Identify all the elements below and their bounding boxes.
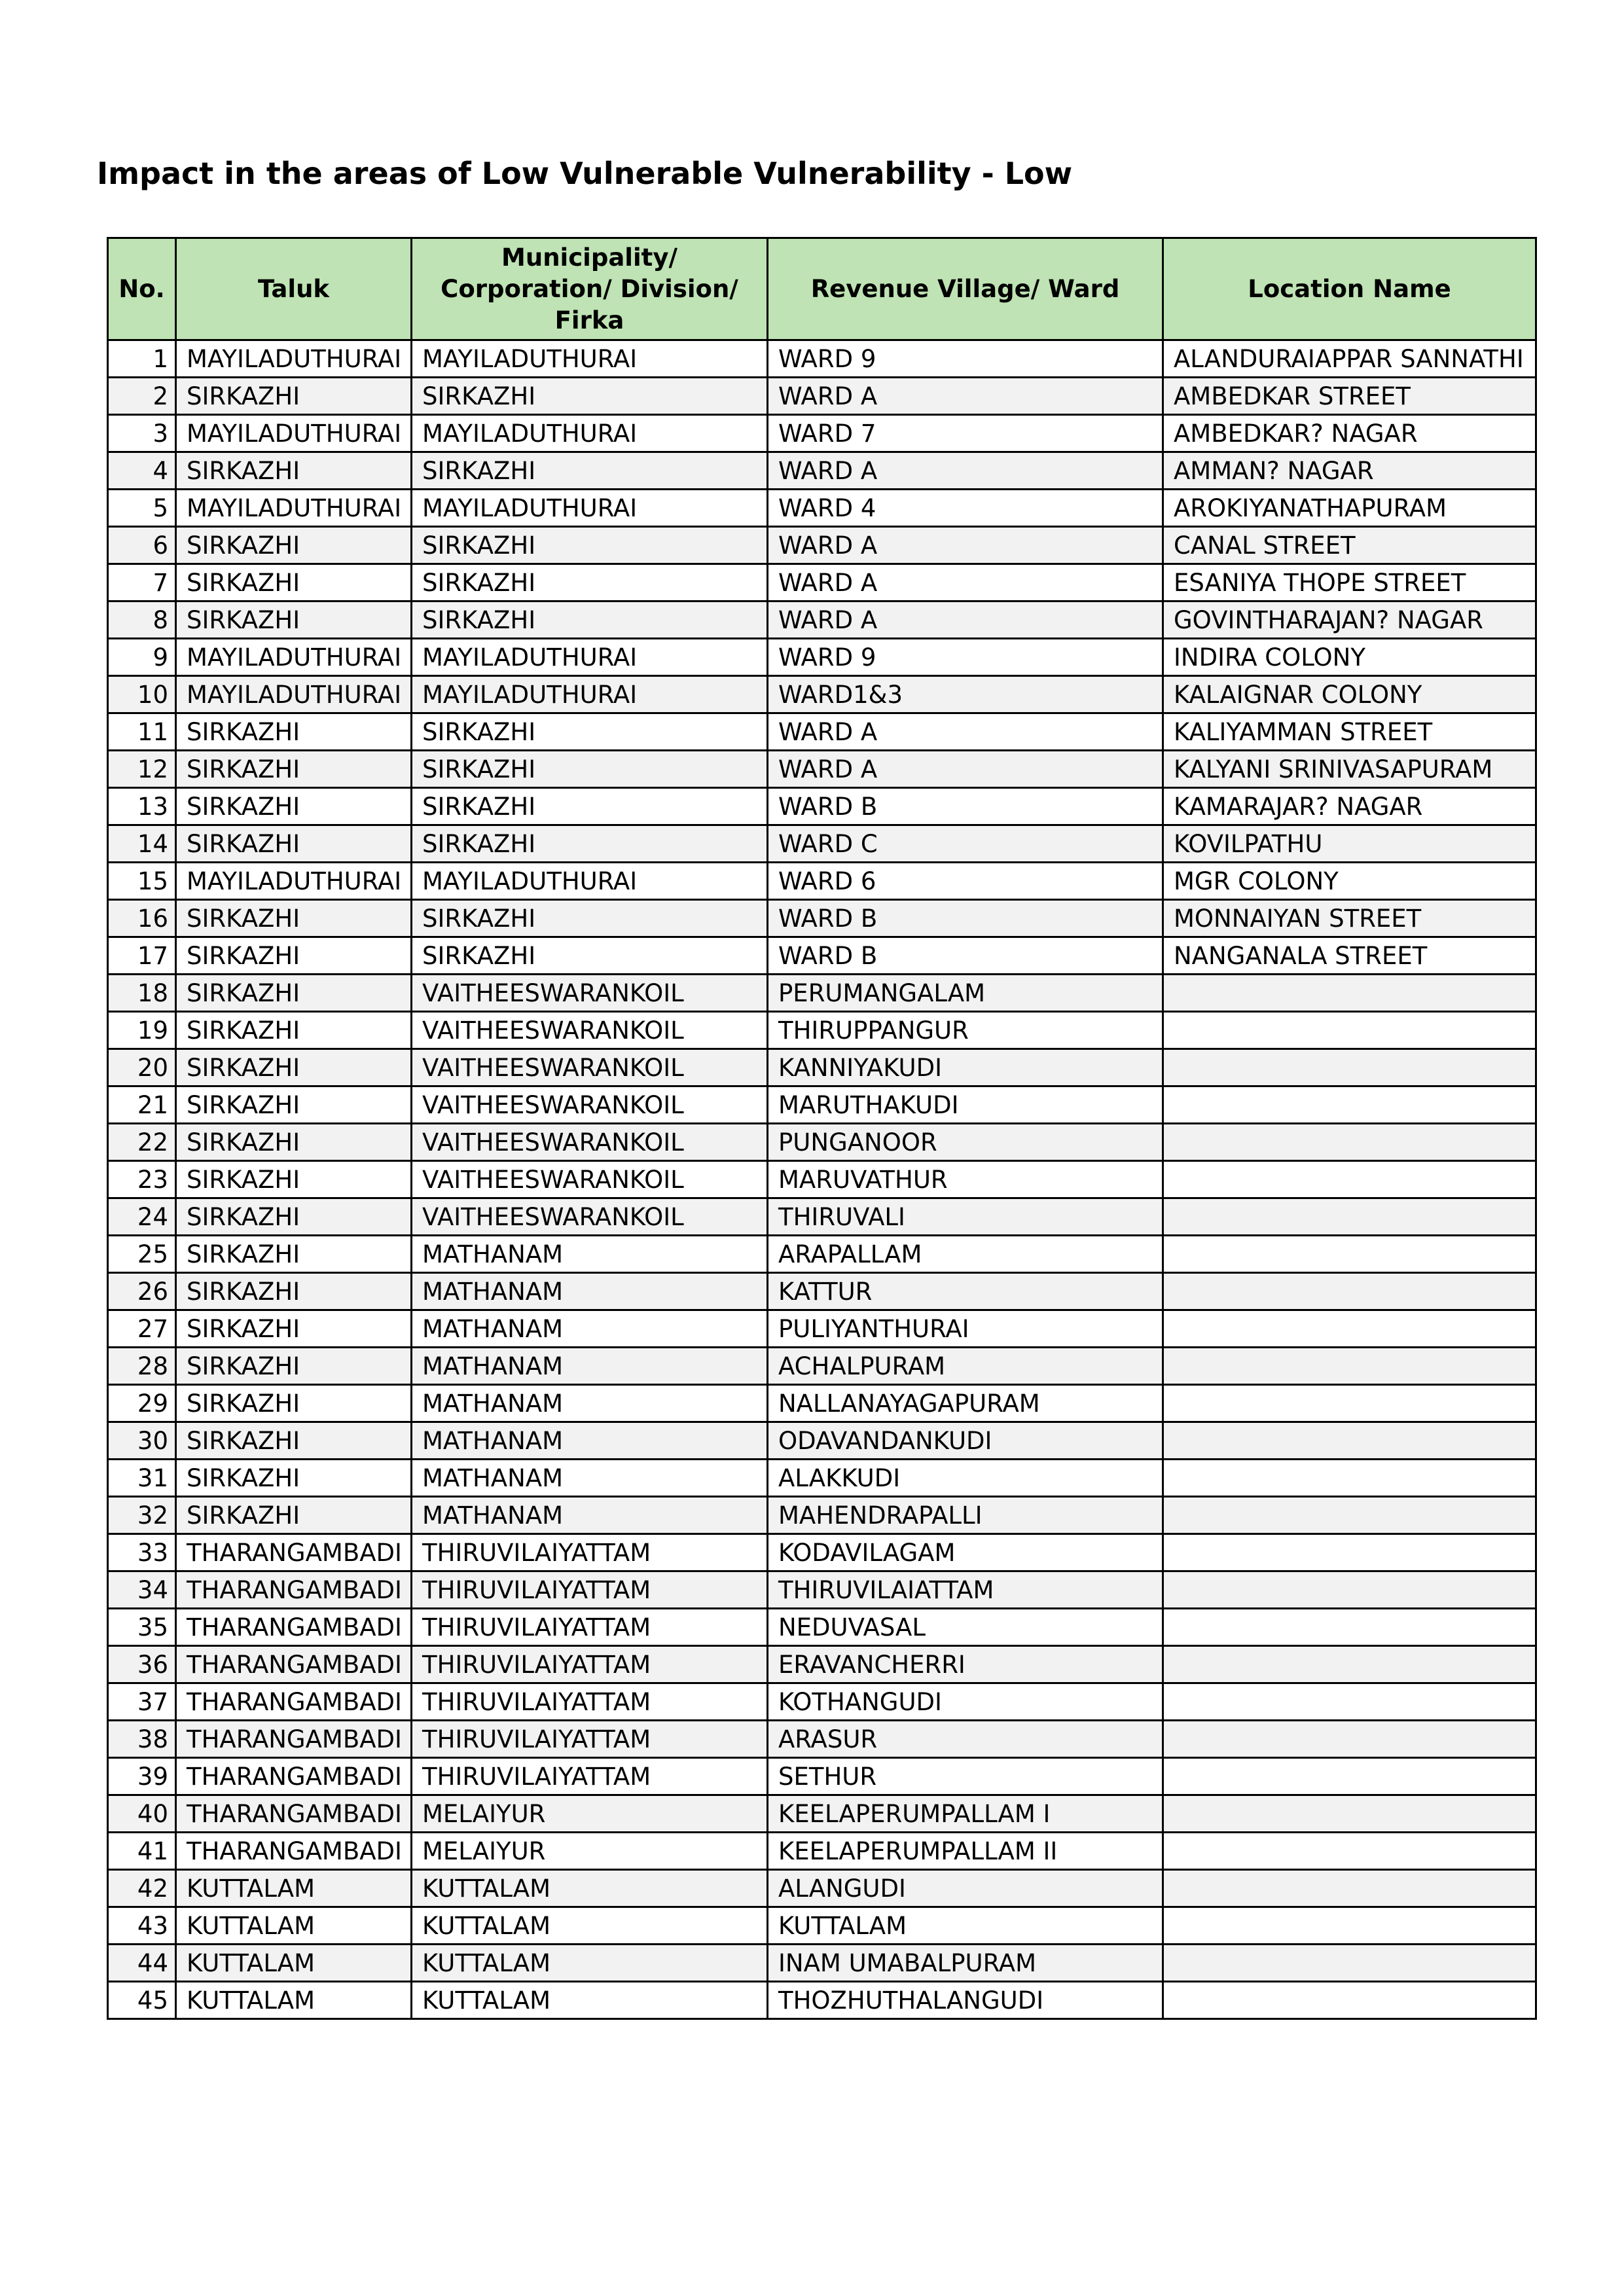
cell-municipality: VAITHEESWARANKOIL	[412, 1012, 768, 1049]
cell-no: 20	[108, 1049, 176, 1086]
cell-location-name	[1163, 1310, 1536, 1348]
cell-no: 18	[108, 975, 176, 1012]
cell-location-name	[1163, 1609, 1536, 1646]
table-row	[108, 378, 1536, 415]
cell-no: 8	[108, 601, 176, 639]
cell-municipality: MATHANAM	[412, 1273, 768, 1310]
cell-no: 39	[108, 1758, 176, 1795]
table-row	[108, 452, 1536, 490]
cell-revenue-village: MAHENDRAPALLI	[768, 1497, 1163, 1534]
cell-taluk: THARANGAMBADI	[176, 1833, 412, 1870]
cell-revenue-village: KANNIYAKUDI	[768, 1049, 1163, 1086]
cell-revenue-village: THIRUVALI	[768, 1198, 1163, 1236]
cell-municipality: VAITHEESWARANKOIL	[412, 975, 768, 1012]
cell-no: 14	[108, 825, 176, 863]
cell-no: 3	[108, 415, 176, 452]
table-row	[108, 1945, 1536, 1982]
cell-no: 37	[108, 1683, 176, 1721]
cell-revenue-village: WARD 4	[768, 490, 1163, 527]
table-row	[108, 1870, 1536, 1907]
cell-taluk: SIRKAZHI	[176, 378, 412, 415]
cell-location-name	[1163, 1385, 1536, 1422]
table-row	[108, 1049, 1536, 1086]
cell-no: 28	[108, 1348, 176, 1385]
cell-revenue-village: THIRUPPANGUR	[768, 1012, 1163, 1049]
cell-taluk: SIRKAZHI	[176, 1460, 412, 1497]
cell-municipality: SIRKAZHI	[412, 713, 768, 751]
cell-revenue-village: KATTUR	[768, 1273, 1163, 1310]
table-row	[108, 1571, 1536, 1609]
cell-municipality: MELAIYUR	[412, 1795, 768, 1833]
cell-no: 24	[108, 1198, 176, 1236]
table-row	[108, 1497, 1536, 1534]
table-row	[108, 1646, 1536, 1683]
cell-taluk: SIRKAZHI	[176, 1049, 412, 1086]
table-row	[108, 340, 1536, 378]
cell-no: 10	[108, 676, 176, 713]
cell-municipality: SIRKAZHI	[412, 825, 768, 863]
cell-no: 23	[108, 1161, 176, 1198]
cell-municipality: THIRUVILAIYATTAM	[412, 1758, 768, 1795]
cell-location-name	[1163, 1982, 1536, 2019]
cell-no: 31	[108, 1460, 176, 1497]
cell-location-name	[1163, 1497, 1536, 1534]
cell-no: 29	[108, 1385, 176, 1422]
cell-revenue-village: WARD A	[768, 601, 1163, 639]
cell-revenue-village: ACHALPURAM	[768, 1348, 1163, 1385]
cell-taluk: SIRKAZHI	[176, 713, 412, 751]
cell-municipality: MAYILADUTHURAI	[412, 639, 768, 676]
cell-no: 33	[108, 1534, 176, 1571]
cell-taluk: MAYILADUTHURAI	[176, 415, 412, 452]
table-row	[108, 1907, 1536, 1945]
cell-location-name: GOVINTHARAJAN? NAGAR	[1163, 601, 1536, 639]
table-row	[108, 1124, 1536, 1161]
cell-revenue-village: WARD C	[768, 825, 1163, 863]
header-row	[108, 238, 1536, 340]
table-row	[108, 937, 1536, 975]
cell-location-name	[1163, 1833, 1536, 1870]
header-taluk: Taluk	[176, 238, 412, 340]
cell-municipality: KUTTALAM	[412, 1982, 768, 2019]
cell-taluk: SIRKAZHI	[176, 1198, 412, 1236]
cell-taluk: SIRKAZHI	[176, 975, 412, 1012]
cell-location-name: AMBEDKAR? NAGAR	[1163, 415, 1536, 452]
cell-no: 19	[108, 1012, 176, 1049]
cell-location-name	[1163, 1945, 1536, 1982]
table-row	[108, 1683, 1536, 1721]
cell-taluk: THARANGAMBADI	[176, 1721, 412, 1758]
table-row	[108, 751, 1536, 788]
table-row	[108, 1086, 1536, 1124]
cell-revenue-village: WARD A	[768, 527, 1163, 564]
cell-revenue-village: MARUVATHUR	[768, 1161, 1163, 1198]
cell-location-name: CANAL STREET	[1163, 527, 1536, 564]
table-row	[108, 1198, 1536, 1236]
header-no: No.	[108, 238, 176, 340]
cell-municipality: SIRKAZHI	[412, 378, 768, 415]
cell-taluk: THARANGAMBADI	[176, 1795, 412, 1833]
cell-municipality: SIRKAZHI	[412, 900, 768, 937]
header-municipality: Municipality/ Corporation/ Division/ Firka	[412, 238, 768, 340]
cell-municipality: SIRKAZHI	[412, 527, 768, 564]
cell-municipality: KUTTALAM	[412, 1870, 768, 1907]
table-row	[108, 676, 1536, 713]
cell-no: 45	[108, 1982, 176, 2019]
cell-revenue-village: WARD A	[768, 751, 1163, 788]
table-row	[108, 1758, 1536, 1795]
cell-taluk: SIRKAZHI	[176, 937, 412, 975]
table-row	[108, 1460, 1536, 1497]
cell-revenue-village: WARD B	[768, 900, 1163, 937]
cell-location-name	[1163, 1683, 1536, 1721]
cell-revenue-village: WARD 7	[768, 415, 1163, 452]
cell-municipality: MATHANAM	[412, 1497, 768, 1534]
cell-revenue-village: KUTTALAM	[768, 1907, 1163, 1945]
cell-taluk: SIRKAZHI	[176, 1124, 412, 1161]
cell-no: 34	[108, 1571, 176, 1609]
cell-revenue-village: WARD 9	[768, 639, 1163, 676]
cell-no: 15	[108, 863, 176, 900]
cell-no: 1	[108, 340, 176, 378]
cell-revenue-village: WARD A	[768, 378, 1163, 415]
cell-taluk: SIRKAZHI	[176, 1161, 412, 1198]
cell-taluk: SIRKAZHI	[176, 1273, 412, 1310]
table-row	[108, 1161, 1536, 1198]
cell-no: 22	[108, 1124, 176, 1161]
cell-municipality: VAITHEESWARANKOIL	[412, 1161, 768, 1198]
cell-no: 44	[108, 1945, 176, 1982]
cell-location-name: INDIRA COLONY	[1163, 639, 1536, 676]
cell-taluk: THARANGAMBADI	[176, 1534, 412, 1571]
table-row	[108, 1385, 1536, 1422]
cell-no: 5	[108, 490, 176, 527]
cell-taluk: SIRKAZHI	[176, 1422, 412, 1460]
cell-revenue-village: ARASUR	[768, 1721, 1163, 1758]
cell-no: 35	[108, 1609, 176, 1646]
table-row	[108, 1609, 1536, 1646]
cell-municipality: THIRUVILAIYATTAM	[412, 1683, 768, 1721]
cell-taluk: SIRKAZHI	[176, 527, 412, 564]
cell-municipality: SIRKAZHI	[412, 452, 768, 490]
table-row	[108, 1795, 1536, 1833]
cell-location-name: AMMAN? NAGAR	[1163, 452, 1536, 490]
cell-taluk: MAYILADUTHURAI	[176, 490, 412, 527]
cell-revenue-village: WARD A	[768, 713, 1163, 751]
cell-no: 6	[108, 527, 176, 564]
table-row	[108, 564, 1536, 601]
cell-taluk: KUTTALAM	[176, 1907, 412, 1945]
table-row	[108, 415, 1536, 452]
table-row	[108, 863, 1536, 900]
cell-location-name	[1163, 1758, 1536, 1795]
cell-location-name: KALYANI SRINIVASAPURAM	[1163, 751, 1536, 788]
cell-no: 21	[108, 1086, 176, 1124]
cell-municipality: MAYILADUTHURAI	[412, 340, 768, 378]
cell-revenue-village: KODAVILAGAM	[768, 1534, 1163, 1571]
cell-revenue-village: WARD B	[768, 937, 1163, 975]
cell-taluk: THARANGAMBADI	[176, 1758, 412, 1795]
table-row	[108, 1012, 1536, 1049]
cell-location-name: ALANDURAIAPPAR SANNATHI	[1163, 340, 1536, 378]
table-row	[108, 1721, 1536, 1758]
table-row	[108, 1310, 1536, 1348]
cell-municipality: MAYILADUTHURAI	[412, 490, 768, 527]
cell-taluk: SIRKAZHI	[176, 601, 412, 639]
cell-revenue-village: INAM UMABALPURAM	[768, 1945, 1163, 1982]
table-row	[108, 975, 1536, 1012]
table-row	[108, 788, 1536, 825]
cell-taluk: SIRKAZHI	[176, 564, 412, 601]
cell-revenue-village: ODAVANDANKUDI	[768, 1422, 1163, 1460]
table-row	[108, 1422, 1536, 1460]
cell-location-name: KOVILPATHU	[1163, 825, 1536, 863]
cell-taluk: KUTTALAM	[176, 1982, 412, 2019]
cell-revenue-village: KOTHANGUDI	[768, 1683, 1163, 1721]
cell-taluk: SIRKAZHI	[176, 900, 412, 937]
table-row	[108, 1273, 1536, 1310]
cell-location-name	[1163, 1870, 1536, 1907]
table-row	[108, 713, 1536, 751]
cell-revenue-village: NALLANAYAGAPURAM	[768, 1385, 1163, 1422]
cell-taluk: THARANGAMBADI	[176, 1683, 412, 1721]
cell-revenue-village: WARD A	[768, 452, 1163, 490]
cell-municipality: THIRUVILAIYATTAM	[412, 1571, 768, 1609]
cell-revenue-village: WARD 6	[768, 863, 1163, 900]
cell-taluk: SIRKAZHI	[176, 1012, 412, 1049]
cell-revenue-village: ERAVANCHERRI	[768, 1646, 1163, 1683]
cell-no: 2	[108, 378, 176, 415]
vulnerability-table	[107, 237, 1537, 2020]
cell-location-name	[1163, 1422, 1536, 1460]
cell-location-name	[1163, 1161, 1536, 1198]
cell-location-name	[1163, 1012, 1536, 1049]
cell-municipality: MELAIYUR	[412, 1833, 768, 1870]
cell-municipality: KUTTALAM	[412, 1945, 768, 1982]
cell-location-name: KALIYAMMAN STREET	[1163, 713, 1536, 751]
cell-municipality: MAYILADUTHURAI	[412, 863, 768, 900]
header-location-name: Location Name	[1163, 238, 1536, 340]
cell-municipality: VAITHEESWARANKOIL	[412, 1086, 768, 1124]
table-row	[108, 639, 1536, 676]
cell-municipality: MATHANAM	[412, 1236, 768, 1273]
cell-no: 27	[108, 1310, 176, 1348]
cell-revenue-village: PULIYANTHURAI	[768, 1310, 1163, 1348]
cell-no: 43	[108, 1907, 176, 1945]
cell-revenue-village: NEDUVASAL	[768, 1609, 1163, 1646]
cell-municipality: SIRKAZHI	[412, 937, 768, 975]
cell-location-name	[1163, 1198, 1536, 1236]
cell-taluk: SIRKAZHI	[176, 1348, 412, 1385]
cell-taluk: SIRKAZHI	[176, 1236, 412, 1273]
cell-revenue-village: KEELAPERUMPALLAM II	[768, 1833, 1163, 1870]
cell-municipality: SIRKAZHI	[412, 601, 768, 639]
cell-location-name	[1163, 1049, 1536, 1086]
cell-no: 40	[108, 1795, 176, 1833]
cell-taluk: MAYILADUTHURAI	[176, 340, 412, 378]
table-header	[108, 238, 1536, 340]
cell-no: 17	[108, 937, 176, 975]
table-row	[108, 1236, 1536, 1273]
table-row	[108, 490, 1536, 527]
table-row	[108, 825, 1536, 863]
cell-municipality: VAITHEESWARANKOIL	[412, 1049, 768, 1086]
cell-revenue-village: MARUTHAKUDI	[768, 1086, 1163, 1124]
cell-no: 4	[108, 452, 176, 490]
cell-revenue-village: ALAKKUDI	[768, 1460, 1163, 1497]
cell-municipality: SIRKAZHI	[412, 751, 768, 788]
cell-municipality: THIRUVILAIYATTAM	[412, 1609, 768, 1646]
cell-no: 32	[108, 1497, 176, 1534]
cell-municipality: MATHANAM	[412, 1460, 768, 1497]
cell-location-name: KALAIGNAR COLONY	[1163, 676, 1536, 713]
table-body	[108, 340, 1536, 2019]
cell-revenue-village: WARD1&3	[768, 676, 1163, 713]
cell-taluk: KUTTALAM	[176, 1945, 412, 1982]
cell-no: 11	[108, 713, 176, 751]
cell-location-name	[1163, 1124, 1536, 1161]
cell-municipality: THIRUVILAIYATTAM	[412, 1534, 768, 1571]
table-row	[108, 1348, 1536, 1385]
cell-location-name	[1163, 1273, 1536, 1310]
cell-location-name	[1163, 1646, 1536, 1683]
cell-municipality: VAITHEESWARANKOIL	[412, 1124, 768, 1161]
table-row	[108, 900, 1536, 937]
cell-no: 42	[108, 1870, 176, 1907]
cell-location-name	[1163, 1571, 1536, 1609]
cell-municipality: MATHANAM	[412, 1348, 768, 1385]
cell-revenue-village: WARD B	[768, 788, 1163, 825]
cell-municipality: MATHANAM	[412, 1422, 768, 1460]
cell-taluk: SIRKAZHI	[176, 452, 412, 490]
cell-revenue-village: THIRUVILAIATTAM	[768, 1571, 1163, 1609]
cell-location-name: MONNAIYAN STREET	[1163, 900, 1536, 937]
cell-revenue-village: ALANGUDI	[768, 1870, 1163, 1907]
header-revenue-village: Revenue Village/ Ward	[768, 238, 1163, 340]
cell-no: 9	[108, 639, 176, 676]
cell-no: 16	[108, 900, 176, 937]
cell-taluk: KUTTALAM	[176, 1870, 412, 1907]
table-row	[108, 1982, 1536, 2019]
cell-location-name: AMBEDKAR STREET	[1163, 378, 1536, 415]
cell-taluk: SIRKAZHI	[176, 1385, 412, 1422]
cell-location-name	[1163, 1795, 1536, 1833]
cell-municipality: KUTTALAM	[412, 1907, 768, 1945]
table-row	[108, 601, 1536, 639]
cell-location-name	[1163, 1348, 1536, 1385]
cell-no: 13	[108, 788, 176, 825]
cell-revenue-village: THOZHUTHALANGUDI	[768, 1982, 1163, 2019]
cell-location-name: ESANIYA THOPE STREET	[1163, 564, 1536, 601]
cell-revenue-village: KEELAPERUMPALLAM I	[768, 1795, 1163, 1833]
cell-taluk: SIRKAZHI	[176, 1086, 412, 1124]
cell-revenue-village: WARD 9	[768, 340, 1163, 378]
cell-taluk: THARANGAMBADI	[176, 1609, 412, 1646]
cell-no: 12	[108, 751, 176, 788]
cell-taluk: SIRKAZHI	[176, 751, 412, 788]
cell-no: 36	[108, 1646, 176, 1683]
table-row	[108, 527, 1536, 564]
cell-municipality: MATHANAM	[412, 1310, 768, 1348]
cell-taluk: SIRKAZHI	[176, 1310, 412, 1348]
cell-taluk: MAYILADUTHURAI	[176, 676, 412, 713]
cell-no: 26	[108, 1273, 176, 1310]
cell-municipality: MAYILADUTHURAI	[412, 676, 768, 713]
cell-municipality: SIRKAZHI	[412, 788, 768, 825]
cell-location-name	[1163, 1086, 1536, 1124]
cell-no: 41	[108, 1833, 176, 1870]
page-title: Impact in the areas of Low Vulnerable Vulnerability - Low	[97, 156, 1073, 191]
cell-taluk: MAYILADUTHURAI	[176, 863, 412, 900]
cell-revenue-village: WARD A	[768, 564, 1163, 601]
cell-location-name: MGR COLONY	[1163, 863, 1536, 900]
cell-municipality: THIRUVILAIYATTAM	[412, 1646, 768, 1683]
cell-taluk: MAYILADUTHURAI	[176, 639, 412, 676]
cell-location-name: NANGANALA STREET	[1163, 937, 1536, 975]
cell-taluk: SIRKAZHI	[176, 788, 412, 825]
cell-location-name	[1163, 1721, 1536, 1758]
cell-location-name	[1163, 975, 1536, 1012]
cell-municipality: MAYILADUTHURAI	[412, 415, 768, 452]
cell-location-name	[1163, 1907, 1536, 1945]
cell-taluk: THARANGAMBADI	[176, 1646, 412, 1683]
cell-no: 30	[108, 1422, 176, 1460]
cell-municipality: THIRUVILAIYATTAM	[412, 1721, 768, 1758]
cell-taluk: SIRKAZHI	[176, 1497, 412, 1534]
cell-no: 38	[108, 1721, 176, 1758]
cell-location-name: KAMARAJAR? NAGAR	[1163, 788, 1536, 825]
cell-revenue-village: SETHUR	[768, 1758, 1163, 1795]
cell-taluk: THARANGAMBADI	[176, 1571, 412, 1609]
cell-location-name	[1163, 1236, 1536, 1273]
cell-no: 25	[108, 1236, 176, 1273]
cell-municipality: MATHANAM	[412, 1385, 768, 1422]
cell-revenue-village: PUNGANOOR	[768, 1124, 1163, 1161]
cell-location-name: AROKIYANATHAPURAM	[1163, 490, 1536, 527]
cell-revenue-village: ARAPALLAM	[768, 1236, 1163, 1273]
cell-municipality: VAITHEESWARANKOIL	[412, 1198, 768, 1236]
cell-location-name	[1163, 1534, 1536, 1571]
table-row	[108, 1833, 1536, 1870]
cell-location-name	[1163, 1460, 1536, 1497]
cell-revenue-village: PERUMANGALAM	[768, 975, 1163, 1012]
cell-municipality: SIRKAZHI	[412, 564, 768, 601]
table-row	[108, 1534, 1536, 1571]
cell-no: 7	[108, 564, 176, 601]
cell-taluk: SIRKAZHI	[176, 825, 412, 863]
